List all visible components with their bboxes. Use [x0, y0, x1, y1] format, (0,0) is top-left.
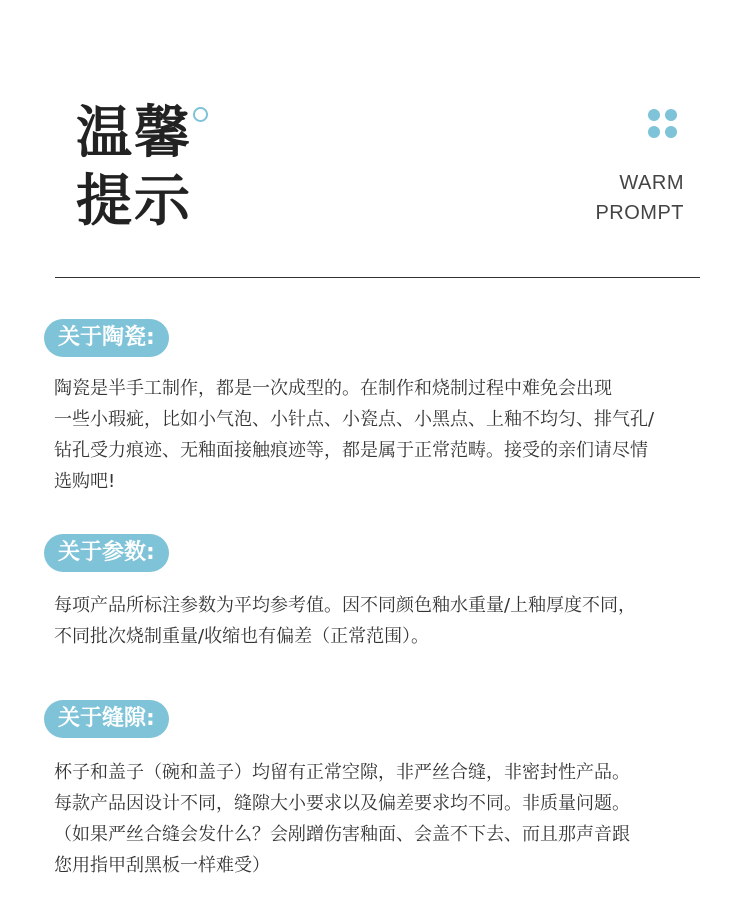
section-body-gaps [54, 757, 714, 881]
subtitle-prompt: PROMPT [595, 202, 684, 224]
body-line: 每款产品因设计不同，缝隙大小要求以及偏差要求均不同。非质量问题。 [54, 793, 630, 814]
page-title-line2: 提示 [76, 169, 192, 234]
body-line: 一些小瑕疵，比如小气泡、小针点、小瓷点、小黑点、上釉不均匀、排气孔/ [54, 409, 655, 430]
body-line: 钻孔受力痕迹、无釉面接触痕迹等，都是属于正常范畴。接受的亲们请尽情 [54, 440, 648, 461]
page-title-line1: 温馨 [76, 101, 192, 166]
body-line: （如果严丝合缝会发什么？会剐蹭伤害釉面、会盖不下去、而且那声音跟 [54, 824, 630, 845]
body-line: 您用指甲刮黑板一样难受） [54, 855, 270, 876]
body-line: 陶瓷是半手工制作，都是一次成型的。在制作和烧制过程中难免会出现 [54, 378, 612, 399]
body-line: 杯子和盖子（碗和盖子）均留有正常空隙，非严丝合缝，非密封性产品。 [54, 762, 630, 783]
section-label-ceramics: 关于陶瓷: [44, 319, 169, 357]
subtitle-warm: WARM [619, 172, 684, 194]
dots-grid-icon [648, 109, 678, 139]
section-label-gaps: 关于缝隙: [44, 700, 169, 738]
section-body-parameters [54, 590, 714, 652]
section-label-parameters: 关于参数: [44, 534, 169, 572]
body-line: 不同批次烧制重量/收缩也有偏差（正常范围）。 [54, 626, 430, 647]
section-body-ceramics [54, 373, 714, 497]
body-line: 每项产品所标注参数为平均参考值。因不同颜色釉水重量/上釉厚度不同， [54, 595, 637, 616]
circle-icon [193, 107, 208, 122]
header-divider [55, 277, 700, 278]
body-line: 选购吧! [54, 471, 116, 492]
